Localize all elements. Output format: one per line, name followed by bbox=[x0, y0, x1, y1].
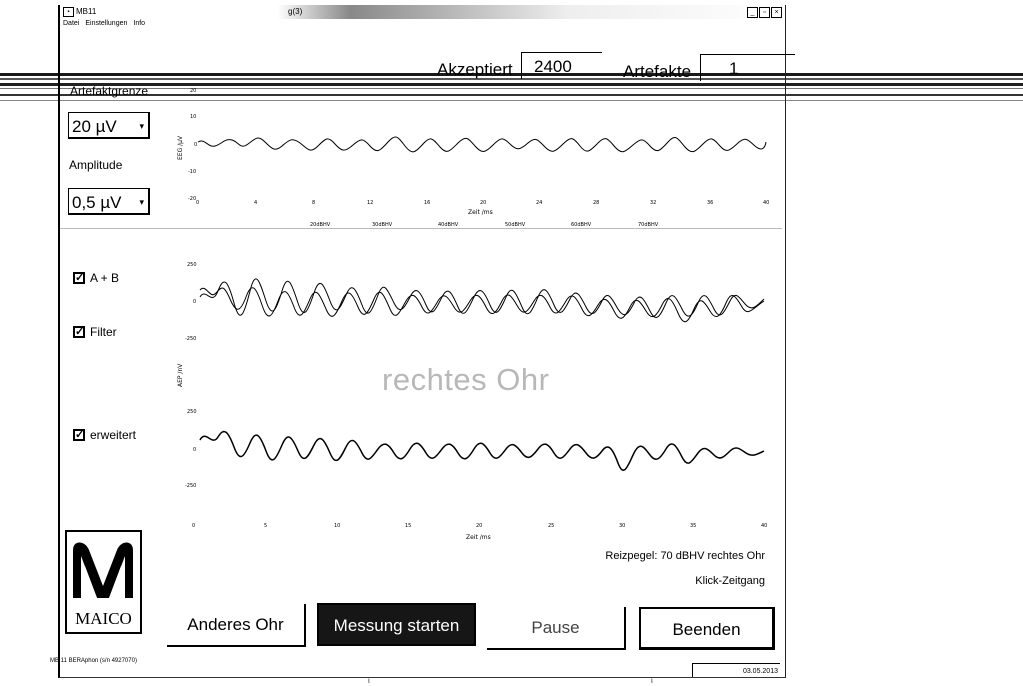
eeg-xtick: 0 bbox=[196, 200, 200, 206]
eeg-xtick: 16 bbox=[424, 200, 431, 206]
aep-xtick: 10 bbox=[334, 523, 341, 529]
aep-ytick: -250 bbox=[185, 483, 197, 489]
restore-button[interactable]: ▫ bbox=[759, 7, 770, 18]
maico-logo-text: MAICO bbox=[75, 609, 132, 628]
title-bar bbox=[60, 5, 785, 19]
artifact-limit-label: Artefaktgrenze bbox=[70, 84, 149, 98]
aep-xtick: 5 bbox=[264, 523, 268, 529]
start-measurement-button[interactable]: Messung starten bbox=[317, 603, 476, 646]
mode-text: Klick-Zeitgang bbox=[695, 575, 765, 587]
accepted-label: Akzeptiert bbox=[437, 60, 513, 79]
level-marker: 50dBHV bbox=[505, 222, 526, 228]
level-marker: 40dBHV bbox=[438, 222, 459, 228]
menu-info[interactable]: Info bbox=[133, 20, 146, 27]
window-title: MB11 bbox=[76, 7, 97, 16]
eeg-ylabel: EEG /µV bbox=[177, 135, 184, 160]
eeg-ytick: 0 bbox=[194, 142, 198, 148]
eeg-xtick: 24 bbox=[536, 200, 543, 206]
end-button[interactable]: Beenden bbox=[639, 607, 775, 650]
stimulus-level-text: Reizpegel: 70 dBHV rechtes Ohr bbox=[605, 550, 765, 562]
eeg-xtick: 4 bbox=[254, 200, 258, 206]
aep-xtick: 0 bbox=[192, 523, 196, 529]
aep-ytick: 0 bbox=[193, 299, 197, 305]
aep-xlabel: Zeit /ms bbox=[466, 534, 491, 541]
checkbox-a-plus-b[interactable] bbox=[73, 271, 119, 285]
aep-plot bbox=[170, 255, 780, 545]
aep-xtick: 15 bbox=[405, 523, 412, 529]
aep-trace-b bbox=[200, 279, 764, 318]
eeg-xtick: 28 bbox=[593, 200, 600, 206]
eeg-ytick: -10 bbox=[188, 169, 197, 175]
checkbox-filter[interactable] bbox=[73, 325, 117, 339]
eeg-plot bbox=[170, 80, 780, 230]
checkbox-label: A + B bbox=[90, 271, 120, 285]
menu-datei[interactable]: Datei bbox=[63, 20, 80, 27]
eeg-xtick: 12 bbox=[367, 200, 374, 206]
date-status: 03.05.2013 bbox=[692, 663, 780, 677]
aep-ylabel: AEP /nV bbox=[177, 363, 184, 387]
eeg-xtick: 36 bbox=[707, 200, 714, 206]
minimize-button[interactable]: _ bbox=[747, 7, 758, 18]
checkmark-icon: ✓ bbox=[75, 272, 85, 284]
aep-xtick: 35 bbox=[690, 523, 697, 529]
dropdown-arrow-icon: ▾ bbox=[139, 197, 144, 207]
close-button[interactable]: × bbox=[771, 7, 782, 18]
eeg-xtick: 20 bbox=[480, 200, 487, 206]
artifact-limit-value: 20 µV bbox=[72, 117, 117, 136]
amplitude-label: Amplitude bbox=[69, 158, 123, 172]
artifacts-value: 1 bbox=[700, 54, 795, 81]
aep-xtick: 40 bbox=[761, 523, 768, 529]
artifacts-label: Artefakte bbox=[623, 62, 692, 81]
aep-xtick: 20 bbox=[476, 523, 483, 529]
checkbox-extended[interactable] bbox=[73, 428, 136, 442]
maico-logo bbox=[65, 530, 142, 634]
maico-m-icon bbox=[67, 536, 140, 608]
aep-ytick: 250 bbox=[187, 409, 197, 415]
other-ear-button[interactable]: Anderes Ohr bbox=[167, 604, 306, 647]
menu-bar bbox=[63, 20, 145, 27]
level-marker: 60dBHV bbox=[571, 222, 592, 228]
device-status: MB 11 BERAphon (s/n 4927070) bbox=[50, 658, 137, 664]
checkmark-icon: ✓ bbox=[75, 326, 85, 338]
eeg-xtick: 8 bbox=[312, 200, 316, 206]
scan-mark: ι bbox=[368, 676, 370, 685]
aep-xtick: 30 bbox=[619, 523, 626, 529]
eeg-trace bbox=[198, 137, 766, 152]
eeg-ytick: 10 bbox=[190, 114, 197, 120]
aep-ytick: 250 bbox=[187, 262, 197, 268]
scan-mark: ι bbox=[651, 676, 653, 685]
checkbox-label: erweitert bbox=[90, 428, 137, 442]
eeg-xlabel: Zeit /ms bbox=[468, 209, 493, 216]
accepted-value: 2400 bbox=[521, 52, 602, 79]
level-marker: 30dBHV bbox=[372, 222, 393, 228]
aep-ytick: 0 bbox=[193, 447, 197, 453]
pause-button[interactable]: Pause bbox=[487, 607, 626, 650]
aep-ytick: -250 bbox=[185, 336, 197, 342]
dropdown-arrow-icon: ▾ bbox=[139, 121, 144, 131]
window-subtitle: g(3) bbox=[288, 7, 303, 16]
eeg-ytick: 20 bbox=[190, 88, 197, 94]
window-controls bbox=[747, 7, 782, 18]
ear-watermark: rechtes Ohr bbox=[382, 362, 550, 397]
eeg-ytick: -20 bbox=[188, 196, 197, 202]
aep-trace-extended bbox=[200, 432, 764, 471]
eeg-xtick: 40 bbox=[763, 200, 770, 206]
app-icon: ▪ bbox=[63, 7, 74, 17]
aep-xtick: 25 bbox=[548, 523, 555, 529]
eeg-xtick: 32 bbox=[650, 200, 657, 206]
amplitude-select[interactable] bbox=[68, 188, 150, 215]
menu-einstellungen[interactable]: Einstellungen bbox=[85, 20, 128, 27]
level-marker: 20dBHV bbox=[310, 222, 331, 228]
checkmark-icon: ✓ bbox=[75, 429, 85, 441]
checkbox-label: Filter bbox=[90, 325, 117, 339]
level-marker: 70dBHV bbox=[638, 222, 659, 228]
amplitude-value: 0,5 µV bbox=[72, 193, 122, 212]
artifact-limit-select[interactable] bbox=[68, 112, 150, 139]
